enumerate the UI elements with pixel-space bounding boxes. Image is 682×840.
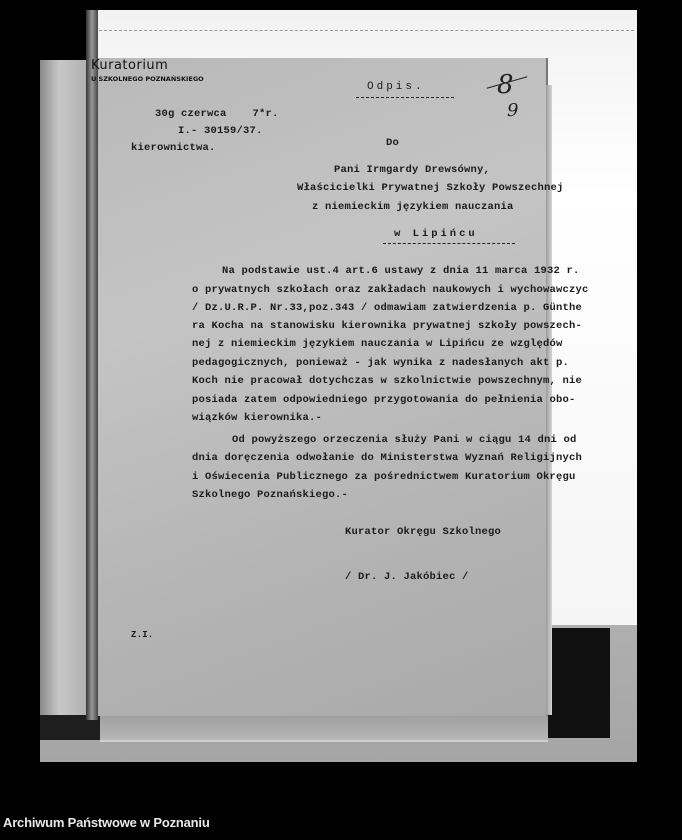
shadow bbox=[548, 628, 610, 738]
body-line: Koch nie pracował dotychczas w szkolnictwie powszechnym, nie bbox=[192, 375, 583, 387]
body-line: dnia doręczenia odwołanie do Ministerstwa Wyznań Religijnych bbox=[192, 452, 583, 464]
backing-board-left-edge bbox=[40, 60, 88, 715]
recipient-prefix: Do bbox=[386, 137, 400, 149]
body-line: ra Kocha na stanowisku kierownika prywatnej szkoły powszech- bbox=[192, 320, 583, 332]
annotation-zi: Z.I. bbox=[131, 630, 154, 640]
body-line: Szkolnego Poznańskiego.- bbox=[192, 489, 349, 501]
body-line: wiązków kierownika.- bbox=[192, 412, 323, 424]
date-line: 30g czerwca 7*r. bbox=[155, 108, 279, 120]
body-line: i Oświecenia Publicznego za pośrednictwem Kuratorium Okręgu bbox=[192, 471, 576, 483]
signature-name: / Dr. J. Jakóbiec / bbox=[345, 571, 469, 583]
recipient-line: Właścicielki Prywatnej Szkoły Powszechnej bbox=[297, 182, 564, 194]
body-line: posiada zatem odpowiedniego przygotowania do pełnienia obo- bbox=[192, 394, 576, 406]
reference-number: I.- 30159/37. bbox=[178, 125, 263, 137]
letterhead-title: Kuratorium bbox=[91, 58, 169, 73]
archive-watermark: Archiwum Państwowe w Poznaniu bbox=[3, 815, 210, 830]
letterhead-subtitle: U SZKOLNEGO POZNAŃSKIEGO bbox=[91, 75, 204, 83]
body-line: nej z niemieckim językiem nauczania w Lipińcu ze względów bbox=[192, 338, 563, 350]
signature-title: Kurator Okręgu Szkolnego bbox=[345, 526, 502, 538]
body-line: pedagogicznych, ponieważ - jak wynika z nadesłanych akt p. bbox=[192, 357, 570, 369]
location-underline bbox=[383, 243, 515, 244]
recipient-line: z niemieckim językiem nauczania bbox=[312, 201, 514, 213]
body-line: Na podstawie ust.4 art.6 ustawy z dnia 11 marca 1932 r. bbox=[222, 265, 580, 277]
heading-underline bbox=[356, 97, 454, 98]
recipient-location: w Lipińcu bbox=[394, 228, 478, 240]
body-line: / Dz.U.R.P. Nr.33,poz.343 / odmawiam zatwierdzenia p. Günthe bbox=[192, 302, 583, 314]
document-page bbox=[90, 58, 546, 716]
back-sheet-perforation bbox=[99, 30, 634, 31]
subject-line: kierownictwa. bbox=[131, 142, 216, 154]
folio-number-crossed: 8 bbox=[497, 70, 514, 100]
document-heading: Odpis. bbox=[367, 81, 425, 93]
body-line: o prywatnych szkołach oraz zakładach naukowych i wychowawczyc bbox=[192, 284, 589, 296]
binding-edge bbox=[86, 10, 98, 720]
sheet-bottom-edge bbox=[100, 715, 548, 742]
folio-number: 9 bbox=[507, 100, 519, 121]
recipient-line: Pani Irmgardy Drewsówny, bbox=[334, 164, 491, 176]
body-line: Od powyższego orzeczenia służy Pani w ciągu 14 dni od bbox=[232, 434, 577, 446]
